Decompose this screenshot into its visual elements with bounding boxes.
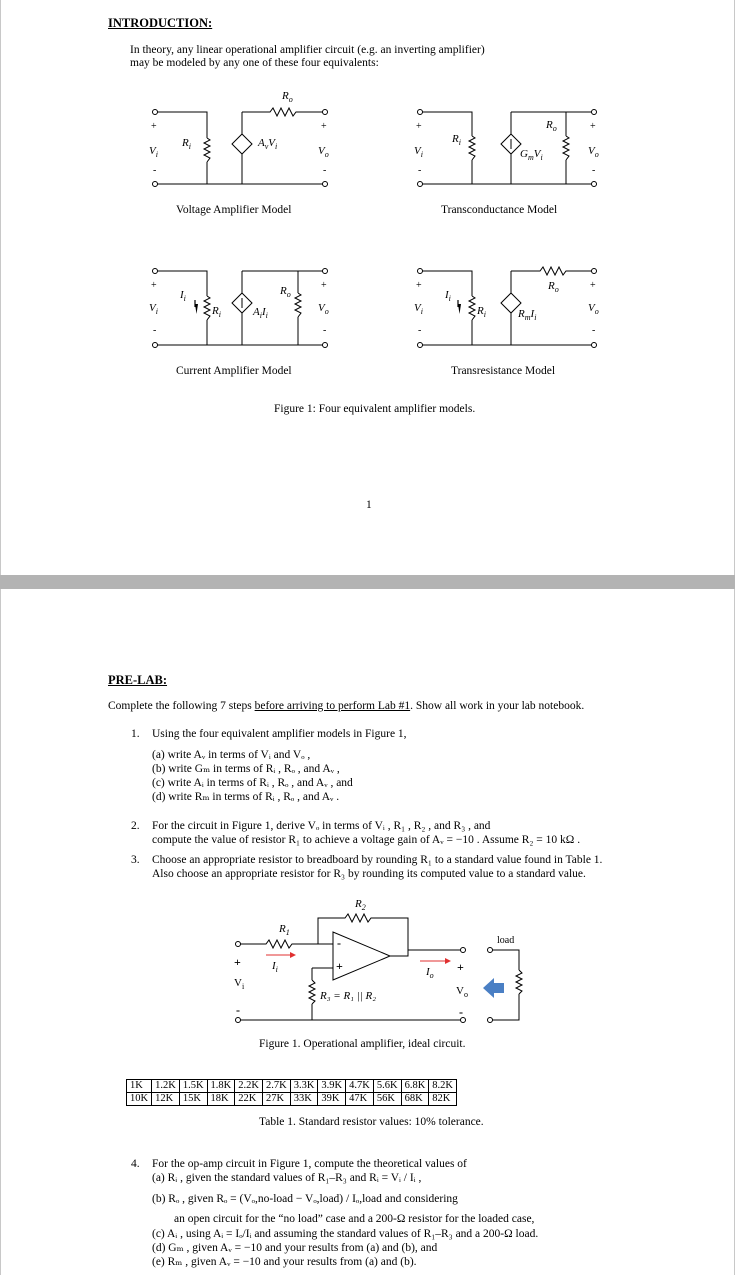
step1-item-b: (b) write Gₘ in terms of Rᵢ , Rₒ , and Aᵥ , xyxy=(152,763,340,775)
table-cell: 1.2K xyxy=(152,1080,180,1093)
circuit-load-label: load xyxy=(497,935,515,946)
voltage-ri-label: $R_i$ xyxy=(182,137,191,152)
table-cell: 3.9K xyxy=(318,1080,346,1093)
circuit-vi-label: $V_i$ xyxy=(234,977,245,992)
voltage-vi-label: $V_i$ xyxy=(149,145,158,160)
transres-source-label: $R_mI_i$ xyxy=(518,308,537,323)
page-number: 1 xyxy=(366,499,372,511)
circuit-r3-label: R₃ = R₁ || R₂ xyxy=(320,990,377,1002)
voltage-minus-out: - xyxy=(323,165,327,176)
transcond-plus-out: + xyxy=(590,121,596,132)
current-model-caption: Current Amplifier Model xyxy=(176,365,292,377)
transres-plus-out: + xyxy=(590,280,596,291)
circuit-vo-minus: - xyxy=(459,1005,463,1019)
step4-item-c: (c) Aᵢ , using Aᵢ = Iₒ/Iᵢ and assuming the standard values of R₁–R₃ and a 200-Ω load. xyxy=(152,1228,539,1240)
voltage-minus-in: - xyxy=(153,165,157,176)
table-cell: 39K xyxy=(318,1093,346,1106)
current-vo-label: $V_o$ xyxy=(318,302,329,317)
step2-line1: For the circuit in Figure 1, derive Vₒ in terms of Vᵢ , R₁ , R₂ , and R₃ , and xyxy=(152,820,491,832)
opamp-circuit-figure xyxy=(0,880,735,1040)
transres-vi-label: $V_i$ xyxy=(414,302,423,317)
current-ri-label: $R_i$ xyxy=(212,305,221,320)
transres-ii-label: $I_i$ xyxy=(445,289,451,304)
step2-number: 2. xyxy=(131,820,140,832)
table-row xyxy=(127,1080,457,1093)
step4-item-d: (d) Gₘ , given Aᵥ = −10 and your results from (a) and (b), and xyxy=(152,1242,438,1254)
prelab-heading: PRE-LAB: xyxy=(108,673,168,687)
step3-number: 3. xyxy=(131,854,140,866)
table-cell: 6.8K xyxy=(401,1080,429,1093)
step4-item-e: (e) Rₘ , given Aᵥ = −10 and your results from (a) and (b). xyxy=(152,1256,417,1268)
table-cell: 2.7K xyxy=(262,1080,290,1093)
table-cell: 82K xyxy=(429,1093,457,1106)
table-cell: 33K xyxy=(290,1093,318,1106)
voltage-ro-label: $R_o$ xyxy=(282,90,293,105)
table-cell: 10K xyxy=(127,1093,152,1106)
voltage-plus-in: + xyxy=(151,121,157,132)
circuit-r2-label: $R_2$ xyxy=(355,898,366,913)
opamp-plus-terminal: + xyxy=(336,959,343,973)
transres-ri-label: $R_i$ xyxy=(477,305,486,320)
transres-ro-label: $R_o$ xyxy=(548,280,559,295)
table-cell: 3.3K xyxy=(290,1080,318,1093)
transres-minus-in: - xyxy=(418,325,422,336)
circuit-vo-plus: + xyxy=(457,960,464,974)
intro-text-1: In theory, any linear operational amplifier circuit (e.g. an inverting amplifier) xyxy=(130,44,485,56)
table-cell: 12K xyxy=(152,1093,180,1106)
table-caption: Table 1. Standard resistor values: 10% tolerance. xyxy=(259,1116,484,1128)
step4-item-a: (a) Rᵢ , given the standard values of R₁–R₃ and Rᵢ = Vᵢ / Iᵢ , xyxy=(152,1172,422,1184)
transcond-minus-in: - xyxy=(418,165,422,176)
transcond-vo-label: $V_o$ xyxy=(588,145,599,160)
intro-text-2: may be modeled by any one of these four equivalents: xyxy=(130,57,379,69)
transcond-vi-label: $V_i$ xyxy=(414,145,423,160)
resistor-table xyxy=(126,1079,457,1106)
table-cell: 8.2K xyxy=(429,1080,457,1093)
circuit-caption: Figure 1. Operational amplifier, ideal circuit. xyxy=(259,1038,466,1050)
table-cell: 1K xyxy=(127,1080,152,1093)
prelab-instructions: Complete the following 7 steps before arriving to perform Lab #1. Show all work in your lab notebook. xyxy=(108,700,585,712)
transres-model-caption: Transresistance Model xyxy=(451,365,556,377)
step4-number: 4. xyxy=(131,1158,140,1170)
table-cell: 18K xyxy=(207,1093,235,1106)
transcond-ri-label: $R_i$ xyxy=(452,133,461,148)
transcond-ro-label: $R_o$ xyxy=(546,119,557,134)
step4-text: For the op-amp circuit in Figure 1, compute the theoretical values of xyxy=(152,1158,467,1170)
current-plus-out: + xyxy=(321,280,327,291)
current-minus-in: - xyxy=(153,325,157,336)
transcond-source-label: $G_mV_i$ xyxy=(520,148,543,163)
voltage-amplifier-circuit xyxy=(153,108,328,187)
current-ro-label: $R_o$ xyxy=(280,285,291,300)
step1-number: 1. xyxy=(131,728,140,740)
table-cell: 27K xyxy=(262,1093,290,1106)
transcond-model-caption: Transconductance Model xyxy=(441,204,558,216)
amplifier-models-figure xyxy=(0,0,735,400)
intro-heading: INTRODUCTION: xyxy=(108,16,213,30)
step1-item-d: (d) write Rₘ in terms of Rᵢ , Rₒ , and Aᵥ . xyxy=(152,791,340,803)
step1-text: Using the four equivalent amplifier models in Figure 1, xyxy=(152,728,407,740)
table-row xyxy=(127,1093,457,1106)
step3-line2: Also choose an appropriate resistor for R₃ by rounding its computed value to a standard value. xyxy=(152,868,586,880)
opamp-minus-terminal: - xyxy=(337,936,341,950)
transres-vo-label: $V_o$ xyxy=(588,302,599,317)
step3-line1: Choose an appropriate resistor to breadboard by rounding R₁ to a standard value found in Table 1. xyxy=(152,854,603,866)
circuit-vi-minus: - xyxy=(236,1003,240,1017)
circuit-ii-label: $I_i$ xyxy=(272,960,278,975)
table-cell: 4.7K xyxy=(346,1080,374,1093)
page-gap xyxy=(0,575,735,589)
current-minus-out: - xyxy=(323,325,327,336)
transcond-minus-out: - xyxy=(592,165,596,176)
current-plus-in: + xyxy=(151,280,157,291)
table-cell: 68K xyxy=(401,1093,429,1106)
voltage-source-label: $A_vV_i$ xyxy=(258,137,278,152)
table-cell: 56K xyxy=(373,1093,401,1106)
voltage-vo-label: $V_o$ xyxy=(318,145,329,160)
table-cell: 47K xyxy=(346,1093,374,1106)
transconductance-circuit xyxy=(418,110,597,187)
current-source-label: $A_iI_i$ xyxy=(253,306,268,321)
circuit-vi-plus: + xyxy=(234,955,241,969)
step4-item-b: (b) Rₒ , given Rₒ = (Vₒ,no-load − Vₒ,load) / Iₒ,load and considering xyxy=(152,1193,458,1205)
step1-item-a: (a) write Aᵥ in terms of Vᵢ and Vₒ , xyxy=(152,749,311,761)
voltage-plus-out: + xyxy=(321,121,327,132)
current-ii-label: $I_i$ xyxy=(180,289,186,304)
step1-item-c: (c) write Aᵢ in terms of Rᵢ , Rₒ , and Aᵥ , and xyxy=(152,777,353,789)
step4-item-b2: an open circuit for the “no load” case and a 200-Ω resistor for the loaded case, xyxy=(174,1213,535,1225)
current-amplifier-circuit xyxy=(153,269,328,348)
transres-plus-in: + xyxy=(416,280,422,291)
transcond-plus-in: + xyxy=(416,121,422,132)
load-arrow-icon xyxy=(483,978,504,998)
step2-line2: compute the value of resistor R₁ to achieve a voltage gain of Aᵥ = −10 . Assume R₂ = 10 kΩ . xyxy=(152,834,581,846)
current-vi-label: $V_i$ xyxy=(149,302,158,317)
voltage-model-caption: Voltage Amplifier Model xyxy=(176,204,292,216)
circuit-r1-label: $R_1$ xyxy=(279,923,290,938)
circuit-vo-label: $V_o$ xyxy=(456,985,468,1000)
table-cell: 1.5K xyxy=(179,1080,207,1093)
transresistance-circuit xyxy=(418,267,597,348)
figure-caption: Figure 1: Four equivalent amplifier models. xyxy=(274,403,476,415)
table-cell: 2.2K xyxy=(235,1080,263,1093)
table-cell: 5.6K xyxy=(373,1080,401,1093)
circuit-io-label: $I_o$ xyxy=(426,966,434,981)
table-cell: 22K xyxy=(235,1093,263,1106)
table-cell: 15K xyxy=(179,1093,207,1106)
table-cell: 1.8K xyxy=(207,1080,235,1093)
transres-minus-out: - xyxy=(592,325,596,336)
